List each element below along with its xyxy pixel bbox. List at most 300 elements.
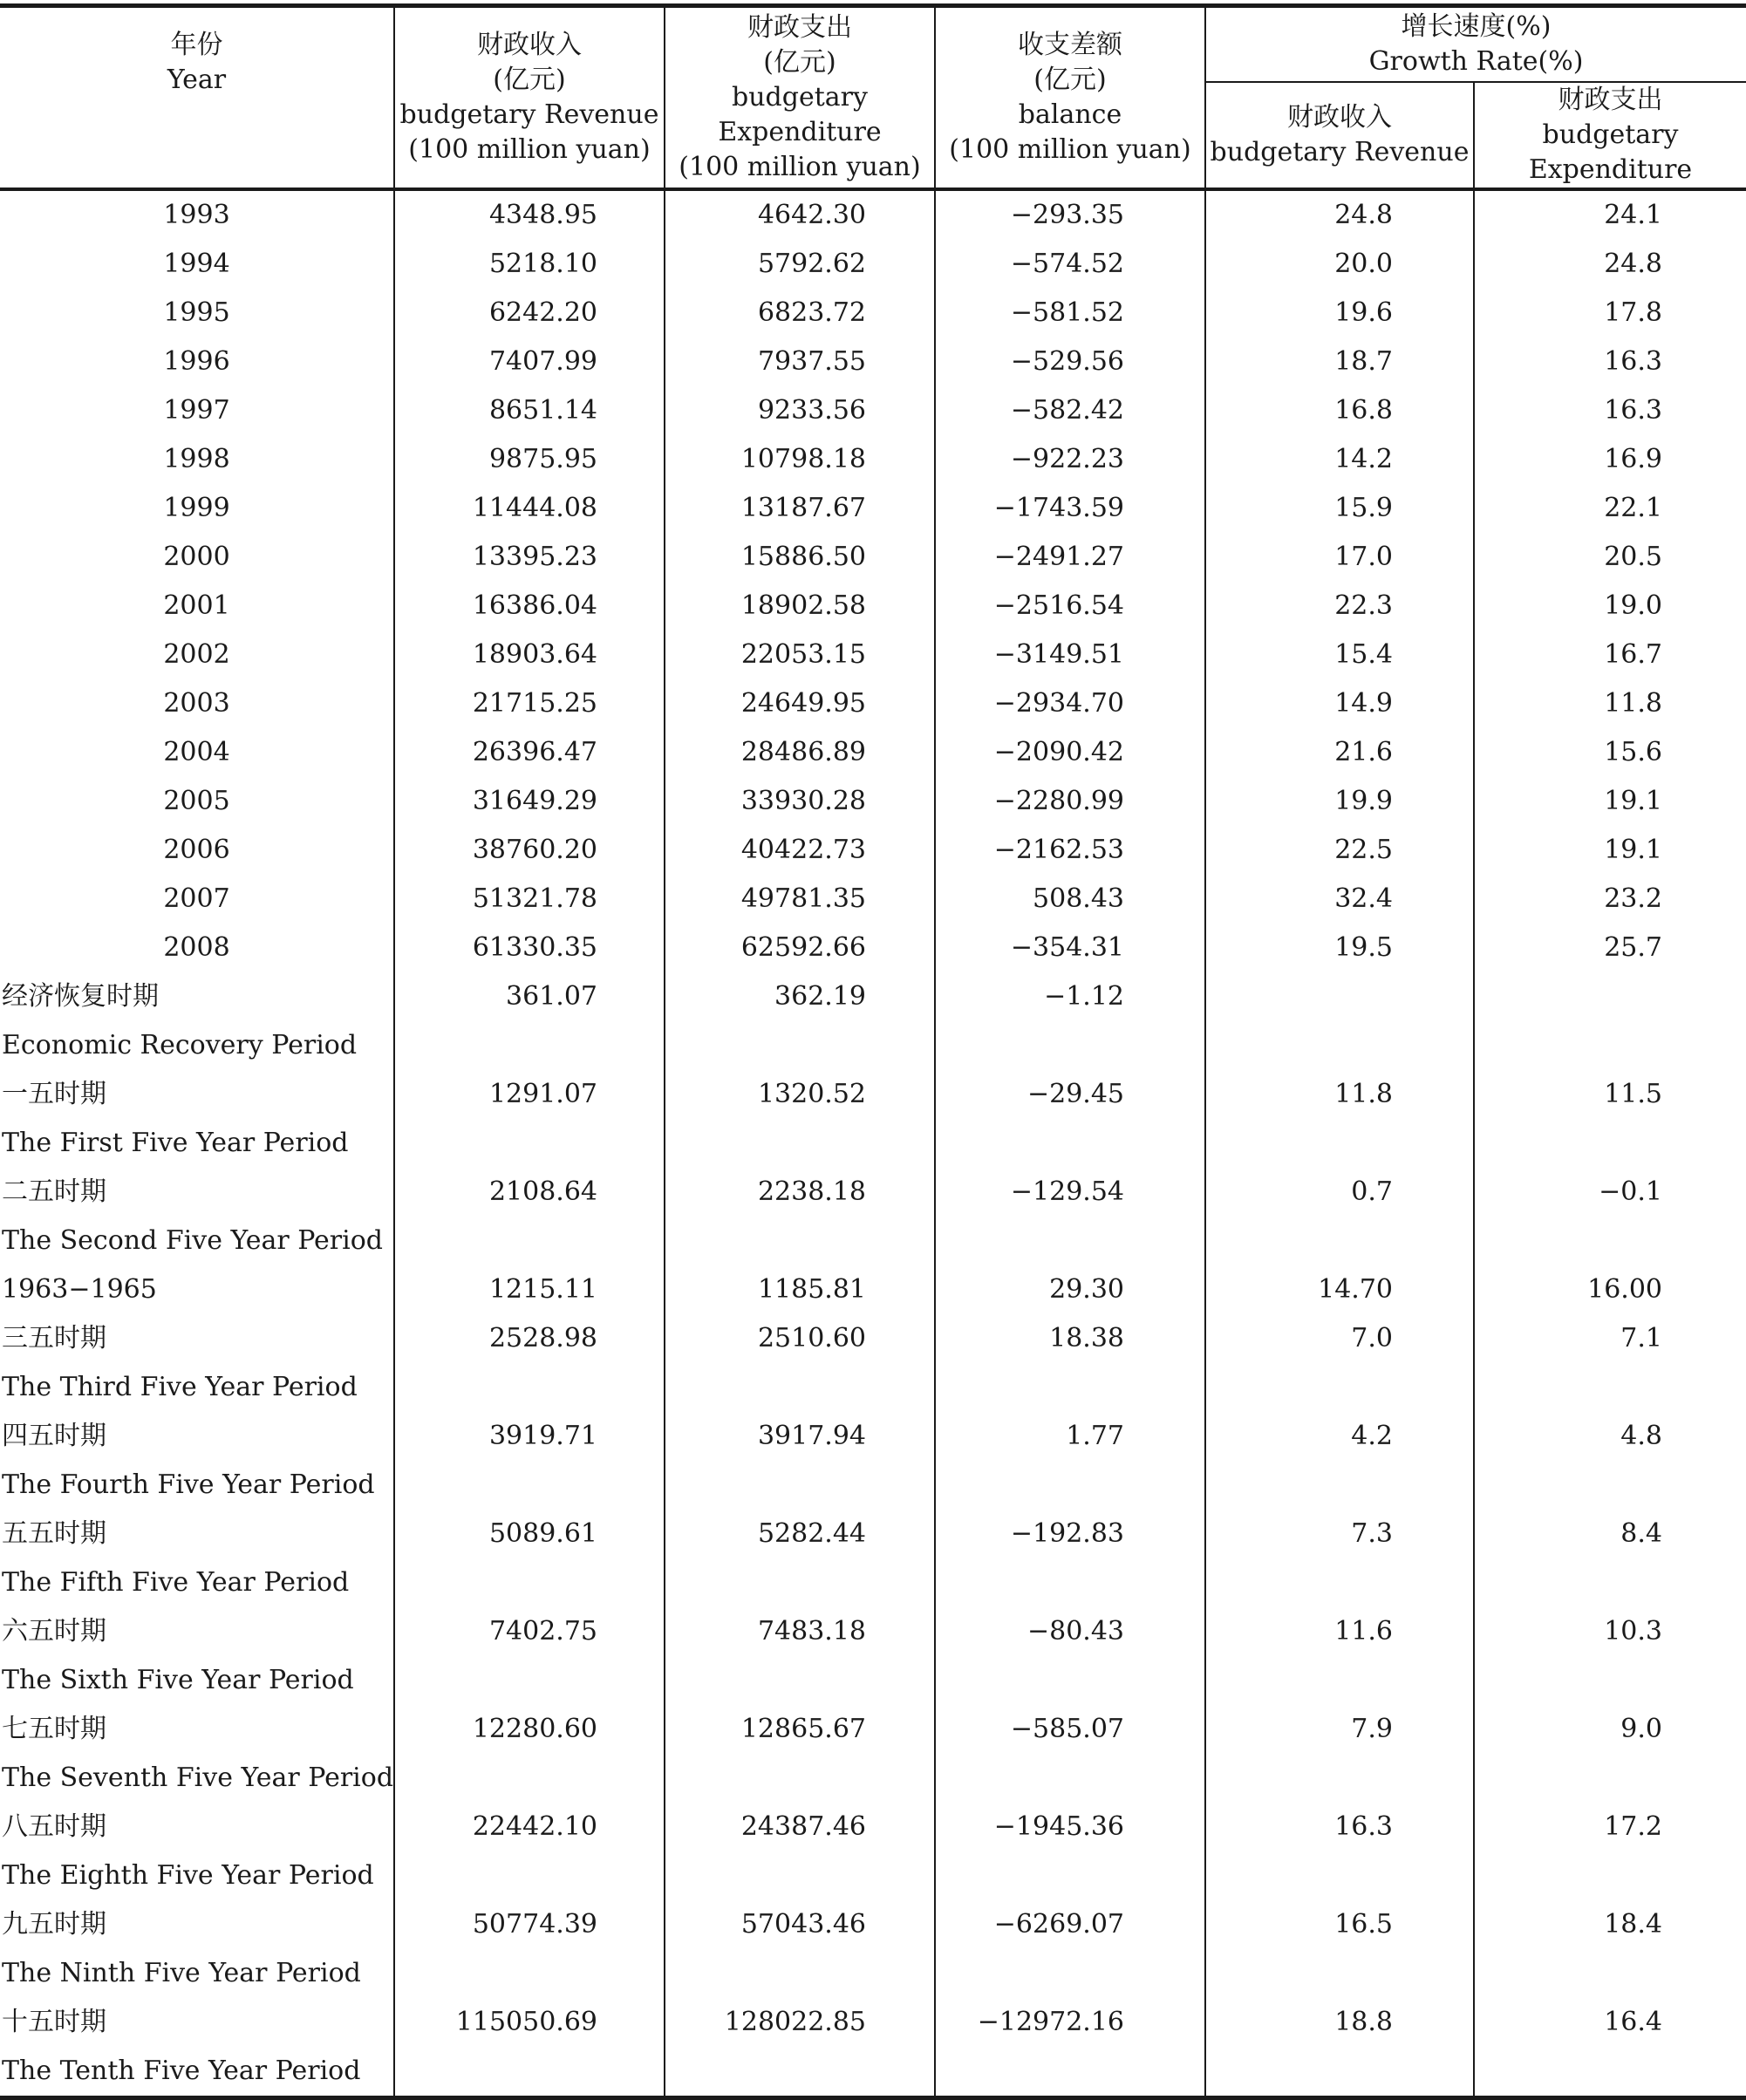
header-balance-unit-en: (100 million yuan): [949, 134, 1191, 165]
row-label: 2000: [0, 533, 394, 582]
row-label: The Fifth Five Year Period: [0, 1558, 394, 1607]
header-year-en: Year: [167, 65, 227, 95]
cell-revenue: 1215.11: [394, 1265, 665, 1314]
cell-balance: −293.35: [935, 189, 1205, 240]
cell-growth-expenditure: 17.2: [1604, 1811, 1663, 1842]
table-row: [0, 1998, 1746, 2047]
row-label: The First Five Year Period: [0, 1119, 394, 1168]
header-revenue: [394, 6, 665, 190]
cell-expenditure: 33930.28: [665, 777, 935, 826]
cell-growth-revenue: [1205, 1021, 1474, 1070]
cell-balance: [935, 1021, 1205, 1070]
cell-revenue: 22442.10: [394, 1803, 665, 1851]
header-expenditure-unit-en: (100 million yuan): [679, 152, 921, 182]
cell-growth-expenditure: 16.9: [1604, 444, 1663, 474]
row-label: 十五时期: [0, 1998, 394, 2047]
row-label: 2008: [0, 924, 394, 972]
row-label: 2003: [0, 679, 394, 728]
table-row: [0, 1412, 1746, 1461]
cell-revenue: 3919.71: [394, 1412, 665, 1461]
cell-growth-expenditure: [1474, 1217, 1746, 1265]
table-row: [0, 924, 1746, 972]
cell-balance: −1743.59: [935, 484, 1205, 533]
cell-growth-expenditure: [1474, 972, 1746, 1021]
row-label: 2004: [0, 728, 394, 777]
cell-growth-revenue: 19.5: [1205, 924, 1474, 972]
cell-growth-expenditure: 11.8: [1604, 688, 1663, 719]
row-label: 2006: [0, 826, 394, 875]
row-label: 四五时期: [0, 1412, 394, 1461]
table-row: [0, 631, 1746, 679]
table-row: [0, 1803, 1746, 1851]
cell-balance: −585.07: [935, 1705, 1205, 1754]
cell-revenue: [394, 1851, 665, 1900]
cell-revenue: 31649.29: [394, 777, 665, 826]
table-row: [0, 533, 1746, 582]
cell-balance: [935, 1363, 1205, 1412]
table-row: [0, 582, 1746, 631]
cell-revenue: [394, 1119, 665, 1168]
cell-expenditure: 4642.30: [665, 189, 935, 240]
cell-balance: −1945.36: [935, 1803, 1205, 1851]
cell-growth-expenditure: [1474, 1949, 1746, 1998]
cell-balance: [935, 1949, 1205, 1998]
row-label: Economic Recovery Period: [0, 1021, 394, 1070]
cell-growth-revenue: 0.7: [1205, 1168, 1474, 1217]
cell-growth-revenue: 4.2: [1205, 1412, 1474, 1461]
table-row: [0, 972, 1746, 1021]
row-label: 1994: [0, 240, 394, 289]
cell-growth-revenue: [1205, 1949, 1474, 1998]
cell-growth-expenditure: [1474, 1461, 1746, 1510]
row-label: 1996: [0, 338, 394, 386]
table-row: [0, 1900, 1746, 1949]
cell-growth-expenditure: 23.2: [1604, 883, 1663, 914]
cell-expenditure: 28486.89: [665, 728, 935, 777]
table-row: [0, 338, 1746, 386]
cell-balance: −2280.99: [935, 777, 1205, 826]
cell-revenue: 8651.14: [394, 386, 665, 435]
table-row: [0, 1314, 1746, 1363]
cell-balance: −192.83: [935, 1510, 1205, 1558]
cell-balance: [935, 1119, 1205, 1168]
cell-balance: −1.12: [935, 972, 1205, 1021]
cell-growth-expenditure: 25.7: [1604, 932, 1663, 963]
cell-growth-expenditure: [1474, 1363, 1746, 1412]
cell-revenue: [394, 1217, 665, 1265]
cell-growth-expenditure: 16.4: [1604, 2007, 1663, 2037]
table-row: [0, 1851, 1746, 1900]
cell-expenditure: 10798.18: [665, 435, 935, 484]
cell-growth-revenue: [1205, 1656, 1474, 1705]
table-row: [0, 189, 1746, 240]
header-expenditure-unit-cn: (亿元): [763, 47, 836, 78]
cell-balance: −2491.27: [935, 533, 1205, 582]
table-row: [0, 826, 1746, 875]
cell-growth-expenditure: 11.5: [1604, 1079, 1663, 1109]
table-row: [0, 1949, 1746, 1998]
table-row: [0, 1607, 1746, 1656]
cell-revenue: 11444.08: [394, 484, 665, 533]
cell-growth-revenue: 22.3: [1205, 582, 1474, 631]
cell-balance: 508.43: [935, 875, 1205, 924]
table-row: [0, 240, 1746, 289]
cell-balance: [935, 1558, 1205, 1607]
cell-revenue: 115050.69: [394, 1998, 665, 2047]
cell-growth-expenditure: [1474, 1558, 1746, 1607]
cell-growth-expenditure: 4.8: [1620, 1421, 1663, 1451]
cell-expenditure: 2510.60: [665, 1314, 935, 1363]
table-row: [0, 1461, 1746, 1510]
header-year: [0, 6, 394, 190]
table-row: [0, 289, 1746, 338]
cell-revenue: [394, 1363, 665, 1412]
table-row: [0, 777, 1746, 826]
header-year-cn: 年份: [170, 30, 223, 60]
cell-expenditure: [665, 1461, 935, 1510]
header-expenditure: [665, 6, 935, 190]
row-label: 1999: [0, 484, 394, 533]
cell-growth-revenue: [1205, 972, 1474, 1021]
cell-expenditure: 12865.67: [665, 1705, 935, 1754]
table-row: [0, 679, 1746, 728]
cell-revenue: 12280.60: [394, 1705, 665, 1754]
cell-growth-expenditure: [1474, 2047, 1746, 2098]
row-label: The Ninth Five Year Period: [0, 1949, 394, 1998]
cell-revenue: 5218.10: [394, 240, 665, 289]
cell-expenditure: [665, 1851, 935, 1900]
cell-balance: [935, 1851, 1205, 1900]
cell-balance: 29.30: [935, 1265, 1205, 1314]
cell-growth-revenue: 11.8: [1205, 1070, 1474, 1119]
cell-growth-expenditure: 10.3: [1604, 1616, 1663, 1647]
header-revenue-unit-cn: (亿元): [493, 65, 566, 95]
cell-revenue: [394, 1656, 665, 1705]
cell-balance: −2090.42: [935, 728, 1205, 777]
cell-balance: −2934.70: [935, 679, 1205, 728]
cell-growth-expenditure: 20.5: [1604, 542, 1663, 572]
cell-expenditure: [665, 1363, 935, 1412]
cell-growth-expenditure: 17.8: [1604, 297, 1663, 328]
row-label: The Fourth Five Year Period: [0, 1461, 394, 1510]
table-row: [0, 1705, 1746, 1754]
cell-revenue: 61330.35: [394, 924, 665, 972]
cell-growth-expenditure: 15.6: [1604, 737, 1663, 767]
header-growth-expenditure-cn: 财政支出: [1558, 85, 1663, 115]
row-label: 2005: [0, 777, 394, 826]
cell-growth-revenue: 14.2: [1205, 435, 1474, 484]
cell-revenue: 7402.75: [394, 1607, 665, 1656]
cell-revenue: [394, 1754, 665, 1803]
cell-revenue: 7407.99: [394, 338, 665, 386]
cell-expenditure: 7483.18: [665, 1607, 935, 1656]
cell-revenue: 1291.07: [394, 1070, 665, 1119]
cell-growth-revenue: 19.9: [1205, 777, 1474, 826]
table-row: [0, 1217, 1746, 1265]
header-growth-expenditure: [1474, 82, 1746, 189]
cell-revenue: 2108.64: [394, 1168, 665, 1217]
cell-revenue: 26396.47: [394, 728, 665, 777]
cell-growth-expenditure: 24.8: [1604, 249, 1663, 279]
cell-growth-revenue: 16.3: [1205, 1803, 1474, 1851]
cell-expenditure: 5792.62: [665, 240, 935, 289]
cell-expenditure: 7937.55: [665, 338, 935, 386]
cell-balance: [935, 1461, 1205, 1510]
table-body: [0, 189, 1746, 2098]
row-label: 2007: [0, 875, 394, 924]
cell-growth-revenue: 7.0: [1205, 1314, 1474, 1363]
cell-growth-revenue: [1205, 1119, 1474, 1168]
cell-growth-expenditure: 16.00: [1587, 1274, 1663, 1305]
cell-balance: −6269.07: [935, 1900, 1205, 1949]
table-row: [0, 1070, 1746, 1119]
cell-growth-revenue: 11.6: [1205, 1607, 1474, 1656]
cell-revenue: [394, 1461, 665, 1510]
row-label: The Sixth Five Year Period: [0, 1656, 394, 1705]
cell-expenditure: 9233.56: [665, 386, 935, 435]
table-row: [0, 1119, 1746, 1168]
cell-expenditure: 3917.94: [665, 1412, 935, 1461]
row-label: 1997: [0, 386, 394, 435]
cell-growth-revenue: 14.9: [1205, 679, 1474, 728]
cell-growth-revenue: 16.5: [1205, 1900, 1474, 1949]
header-balance-en: balance: [1018, 99, 1122, 130]
cell-expenditure: 22053.15: [665, 631, 935, 679]
cell-balance: −581.52: [935, 289, 1205, 338]
cell-growth-revenue: [1205, 1363, 1474, 1412]
table-row: [0, 1363, 1746, 1412]
cell-expenditure: 18902.58: [665, 582, 935, 631]
cell-growth-revenue: 20.0: [1205, 240, 1474, 289]
cell-balance: −129.54: [935, 1168, 1205, 1217]
row-label: 1998: [0, 435, 394, 484]
cell-growth-revenue: [1205, 1851, 1474, 1900]
cell-revenue: 16386.04: [394, 582, 665, 631]
header-growth-en: Growth Rate(%): [1368, 46, 1584, 77]
row-label: 经济恢复时期: [0, 972, 394, 1021]
cell-expenditure: [665, 1754, 935, 1803]
table-row: [0, 1510, 1746, 1558]
table-row: [0, 2047, 1746, 2098]
cell-growth-revenue: 7.3: [1205, 1510, 1474, 1558]
cell-revenue: 51321.78: [394, 875, 665, 924]
cell-growth-expenditure: 19.0: [1604, 590, 1663, 621]
cell-growth-revenue: 16.8: [1205, 386, 1474, 435]
cell-growth-revenue: [1205, 1754, 1474, 1803]
cell-revenue: 5089.61: [394, 1510, 665, 1558]
cell-balance: [935, 1217, 1205, 1265]
table-row: [0, 1754, 1746, 1803]
cell-expenditure: 1185.81: [665, 1265, 935, 1314]
cell-growth-expenditure: 19.1: [1604, 835, 1663, 865]
cell-expenditure: [665, 1021, 935, 1070]
table-row: [0, 1558, 1746, 1607]
cell-growth-revenue: [1205, 1558, 1474, 1607]
cell-balance: 18.38: [935, 1314, 1205, 1363]
cell-expenditure: 13187.67: [665, 484, 935, 533]
table-row: [0, 1265, 1746, 1314]
header-balance-unit-cn: (亿元): [1033, 65, 1107, 95]
cell-balance: −3149.51: [935, 631, 1205, 679]
cell-balance: −529.56: [935, 338, 1205, 386]
cell-growth-expenditure: 8.4: [1620, 1518, 1663, 1549]
cell-revenue: [394, 2047, 665, 2098]
cell-growth-revenue: 14.70: [1205, 1265, 1474, 1314]
cell-revenue: 361.07: [394, 972, 665, 1021]
cell-expenditure: 49781.35: [665, 875, 935, 924]
cell-growth-expenditure: [1474, 1021, 1746, 1070]
cell-growth-revenue: [1205, 1461, 1474, 1510]
cell-expenditure: 57043.46: [665, 1900, 935, 1949]
row-label: 2002: [0, 631, 394, 679]
row-label: The Third Five Year Period: [0, 1363, 394, 1412]
cell-growth-expenditure: 7.1: [1620, 1323, 1663, 1353]
row-label: 五五时期: [0, 1510, 394, 1558]
cell-growth-expenditure: 16.3: [1604, 346, 1663, 377]
cell-growth-expenditure: 19.1: [1604, 786, 1663, 816]
cell-growth-revenue: [1205, 2047, 1474, 2098]
header-revenue-en: budgetary Revenue: [399, 99, 659, 130]
table-row: [0, 386, 1746, 435]
cell-growth-expenditure: 9.0: [1620, 1714, 1663, 1744]
cell-growth-revenue: 7.9: [1205, 1705, 1474, 1754]
header-revenue-cn: 财政收入: [477, 30, 582, 60]
cell-expenditure: [665, 1656, 935, 1705]
cell-balance: −29.45: [935, 1070, 1205, 1119]
cell-growth-revenue: 17.0: [1205, 533, 1474, 582]
table-row: [0, 728, 1746, 777]
cell-expenditure: 1320.52: [665, 1070, 935, 1119]
row-label: 1995: [0, 289, 394, 338]
cell-growth-expenditure: 24.1: [1604, 200, 1663, 230]
cell-revenue: 38760.20: [394, 826, 665, 875]
cell-growth-expenditure: [1474, 1851, 1746, 1900]
cell-expenditure: [665, 1949, 935, 1998]
header-growth-revenue: [1205, 82, 1474, 189]
cell-growth-revenue: 21.6: [1205, 728, 1474, 777]
cell-growth-expenditure: 16.3: [1604, 395, 1663, 426]
header-growth-rate: [1205, 6, 1746, 83]
cell-growth-revenue: 24.8: [1205, 189, 1474, 240]
row-label: The Second Five Year Period: [0, 1217, 394, 1265]
row-label: 六五时期: [0, 1607, 394, 1656]
cell-expenditure: 5282.44: [665, 1510, 935, 1558]
cell-growth-revenue: 32.4: [1205, 875, 1474, 924]
cell-revenue: [394, 1558, 665, 1607]
table-row: [0, 875, 1746, 924]
cell-balance: −574.52: [935, 240, 1205, 289]
header-expenditure-cn: 财政支出: [747, 12, 852, 43]
header-growth-expenditure-en: budgetary Expenditure: [1528, 119, 1693, 185]
cell-revenue: 9875.95: [394, 435, 665, 484]
cell-expenditure: 40422.73: [665, 826, 935, 875]
cell-growth-expenditure: [1474, 1119, 1746, 1168]
header-balance: [935, 6, 1205, 190]
row-label: 二五时期: [0, 1168, 394, 1217]
header-revenue-unit-en: (100 million yuan): [408, 134, 651, 165]
row-label: The Tenth Five Year Period: [0, 2047, 394, 2098]
cell-revenue: 6242.20: [394, 289, 665, 338]
row-label: 八五时期: [0, 1803, 394, 1851]
header-growth-revenue-cn: 财政收入: [1287, 102, 1392, 133]
cell-revenue: 4348.95: [394, 189, 665, 240]
cell-expenditure: 128022.85: [665, 1998, 935, 2047]
cell-balance: −354.31: [935, 924, 1205, 972]
row-label: The Seventh Five Year Period: [0, 1754, 394, 1803]
cell-growth-expenditure: 22.1: [1604, 493, 1663, 523]
cell-expenditure: 24387.46: [665, 1803, 935, 1851]
cell-revenue: 13395.23: [394, 533, 665, 582]
table-row: [0, 1021, 1746, 1070]
cell-growth-revenue: [1205, 1217, 1474, 1265]
header-growth-revenue-en: budgetary Revenue: [1210, 137, 1470, 167]
table-row: [0, 1656, 1746, 1705]
cell-balance: [935, 1754, 1205, 1803]
cell-expenditure: 24649.95: [665, 679, 935, 728]
cell-revenue: 21715.25: [394, 679, 665, 728]
cell-expenditure: 362.19: [665, 972, 935, 1021]
cell-growth-expenditure: 16.7: [1604, 639, 1663, 670]
cell-expenditure: [665, 1217, 935, 1265]
row-label: 1963−1965: [0, 1265, 394, 1314]
header-expenditure-en: budgetary Expenditure: [718, 82, 882, 147]
row-label: 1993: [0, 189, 394, 240]
cell-expenditure: 2238.18: [665, 1168, 935, 1217]
cell-revenue: 2528.98: [394, 1314, 665, 1363]
cell-expenditure: 15886.50: [665, 533, 935, 582]
fiscal-revenue-expenditure-table: [0, 3, 1746, 2100]
cell-expenditure: 6823.72: [665, 289, 935, 338]
cell-revenue: [394, 1021, 665, 1070]
cell-balance: −582.42: [935, 386, 1205, 435]
row-label: 一五时期: [0, 1070, 394, 1119]
cell-growth-revenue: 22.5: [1205, 826, 1474, 875]
table-row: [0, 435, 1746, 484]
cell-balance: −12972.16: [935, 1998, 1205, 2047]
table-row: [0, 484, 1746, 533]
cell-growth-revenue: 15.9: [1205, 484, 1474, 533]
cell-balance: −2516.54: [935, 582, 1205, 631]
cell-expenditure: [665, 2047, 935, 2098]
cell-balance: −922.23: [935, 435, 1205, 484]
header-growth-cn: 增长速度(%): [1401, 11, 1552, 42]
row-label: 2001: [0, 582, 394, 631]
row-label: The Eighth Five Year Period: [0, 1851, 394, 1900]
row-label: 三五时期: [0, 1314, 394, 1363]
row-label: 九五时期: [0, 1900, 394, 1949]
cell-balance: −2162.53: [935, 826, 1205, 875]
header-balance-cn: 收支差额: [1018, 30, 1122, 60]
cell-growth-expenditure: −0.1: [1599, 1176, 1663, 1207]
cell-growth-expenditure: [1474, 1656, 1746, 1705]
cell-growth-revenue: 19.6: [1205, 289, 1474, 338]
cell-expenditure: [665, 1558, 935, 1607]
cell-balance: [935, 1656, 1205, 1705]
cell-growth-expenditure: [1474, 1754, 1746, 1803]
cell-growth-revenue: 18.8: [1205, 1998, 1474, 2047]
cell-balance: −80.43: [935, 1607, 1205, 1656]
table-header: [0, 6, 1746, 190]
cell-balance: 1.77: [935, 1412, 1205, 1461]
cell-growth-revenue: 18.7: [1205, 338, 1474, 386]
cell-revenue: [394, 1949, 665, 1998]
table-row: [0, 1168, 1746, 1217]
cell-expenditure: [665, 1119, 935, 1168]
cell-growth-revenue: 15.4: [1205, 631, 1474, 679]
cell-revenue: 18903.64: [394, 631, 665, 679]
row-label: 七五时期: [0, 1705, 394, 1754]
cell-balance: [935, 2047, 1205, 2098]
